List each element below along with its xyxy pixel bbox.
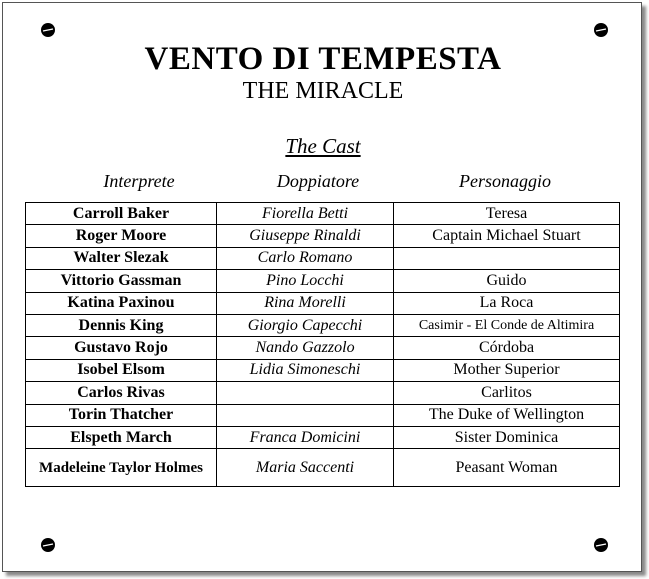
dubber-cell: Pino Locchi bbox=[217, 270, 394, 292]
role-cell: Córdoba bbox=[394, 337, 620, 359]
table-row bbox=[26, 292, 620, 314]
column-header-personaggio: Personaggio bbox=[459, 171, 551, 191]
role-cell: Mother Superior bbox=[394, 359, 620, 381]
film-subtitle: THE MIRACLE bbox=[242, 78, 404, 104]
column-header-doppiatore: Doppiatore bbox=[276, 171, 360, 191]
actor-cell: Isobel Elsom bbox=[26, 359, 217, 381]
table-row bbox=[26, 337, 620, 359]
table-row bbox=[26, 382, 620, 404]
role-cell: Carlitos bbox=[394, 382, 620, 404]
dubber-cell: Giuseppe Rinaldi bbox=[217, 225, 394, 247]
actor-cell: Vittorio Gassman bbox=[26, 270, 217, 292]
table-row bbox=[26, 449, 620, 487]
actor-cell: Madeleine Taylor Holmes bbox=[26, 449, 217, 487]
dubber-cell: Lidia Simoneschi bbox=[217, 359, 394, 381]
dubber-cell: Carlo Romano bbox=[217, 247, 394, 269]
role-cell: Casimir - El Conde de Altimira bbox=[394, 314, 620, 336]
screw-icon bbox=[594, 538, 608, 552]
cast-table bbox=[25, 202, 620, 487]
dubber-cell bbox=[217, 404, 394, 426]
table-row bbox=[26, 426, 620, 448]
actor-cell: Dennis King bbox=[26, 314, 217, 336]
actor-cell: Carroll Baker bbox=[26, 203, 217, 225]
film-title: VENTO DI TEMPESTA bbox=[144, 41, 502, 77]
role-cell: Sister Dominica bbox=[394, 426, 620, 448]
table-row bbox=[26, 359, 620, 381]
cast-heading: The Cast bbox=[285, 134, 361, 158]
role-cell: La Roca bbox=[394, 292, 620, 314]
actor-cell: Katina Paxinou bbox=[26, 292, 217, 314]
role-cell: Teresa bbox=[394, 203, 620, 225]
cast-plaque bbox=[2, 2, 642, 572]
screw-icon bbox=[41, 23, 55, 37]
role-cell: The Duke of Wellington bbox=[394, 404, 620, 426]
table-row bbox=[26, 203, 620, 225]
role-cell: Peasant Woman bbox=[394, 449, 620, 487]
table-row bbox=[26, 270, 620, 292]
actor-cell: Roger Moore bbox=[26, 225, 217, 247]
role-cell bbox=[394, 247, 620, 269]
actor-cell: Torin Thatcher bbox=[26, 404, 217, 426]
dubber-cell: Maria Saccenti bbox=[217, 449, 394, 487]
role-cell: Captain Michael Stuart bbox=[394, 225, 620, 247]
table-row bbox=[26, 247, 620, 269]
screw-icon bbox=[594, 23, 608, 37]
actor-cell: Elspeth March bbox=[26, 426, 217, 448]
role-cell: Guido bbox=[394, 270, 620, 292]
actor-cell: Carlos Rivas bbox=[26, 382, 217, 404]
screw-icon bbox=[41, 538, 55, 552]
dubber-cell: Nando Gazzolo bbox=[217, 337, 394, 359]
column-header-interprete: Interprete bbox=[103, 171, 175, 191]
table-row bbox=[26, 314, 620, 336]
dubber-cell: Rina Morelli bbox=[217, 292, 394, 314]
actor-cell: Gustavo Rojo bbox=[26, 337, 217, 359]
dubber-cell: Fiorella Betti bbox=[217, 203, 394, 225]
table-row bbox=[26, 404, 620, 426]
table-row bbox=[26, 225, 620, 247]
dubber-cell: Franca Domicini bbox=[217, 426, 394, 448]
dubber-cell bbox=[217, 382, 394, 404]
dubber-cell: Giorgio Capecchi bbox=[217, 314, 394, 336]
actor-cell: Walter Slezak bbox=[26, 247, 217, 269]
